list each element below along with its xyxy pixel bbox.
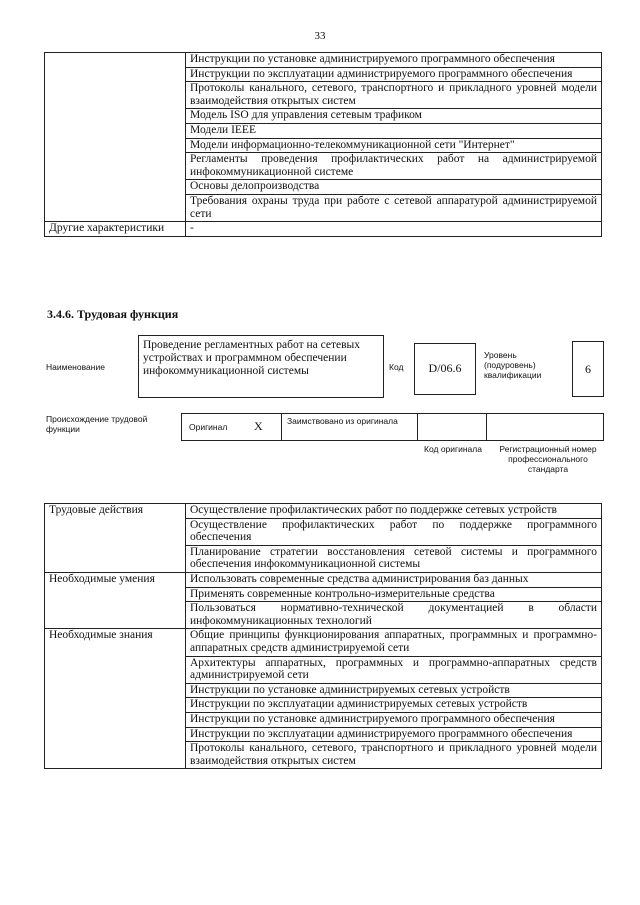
table-cell: Модели информационно-телекоммуникационной сети "Интернет" — [186, 138, 602, 153]
table-cell: Требования охраны труда при работе с сетевой аппаратурой администрируемой сети — [186, 194, 602, 221]
required-skills-label: Необходимые умения — [45, 572, 186, 628]
labor-actions-label: Трудовые действия — [45, 504, 186, 573]
table-cell: Инструкции по установке администрируемого программного обеспечения — [186, 712, 602, 727]
table-cell: Модели IEEE — [186, 123, 602, 138]
origin-box — [181, 413, 604, 441]
table-row — [45, 629, 602, 656]
table-cell: Пользоваться нормативно-технической документацией в области инфокоммуникационных технологий — [186, 602, 602, 629]
original-code-caption: Код оригинала — [424, 444, 482, 454]
required-knowledge-label: Необходимые знания — [45, 629, 186, 769]
qualification-level-value: 6 — [585, 362, 591, 376]
table-cell: Инструкции по эксплуатации администрируемых сетевых устройств — [186, 698, 602, 713]
original-label: Оригинал — [189, 422, 228, 432]
table-cell: Инструкции по эксплуатации администрируемого программного обеспечения — [186, 727, 602, 742]
origin-label: Происхождение трудовой функции — [46, 414, 148, 434]
table-cell: Инструкции по установке администрируемого программного обеспечения — [186, 53, 602, 68]
table-row — [45, 222, 602, 237]
table-cell: Модель ISO для управления сетевым трафиком — [186, 109, 602, 124]
table-cell: Инструкции по установке администрируемых сетевых устройств — [186, 683, 602, 698]
table-cell: Основы делопроизводства — [186, 180, 602, 195]
code-box — [414, 343, 476, 395]
function-name-box — [138, 335, 384, 398]
code-value: D/06.6 — [428, 361, 462, 375]
table-cell: Общие принципы функционирования аппаратных, программных и программно-аппаратных средств администрируемой сети — [186, 629, 602, 656]
divider — [281, 414, 282, 440]
table-cell: Инструкции по эксплуатации администрируемого программного обеспечения — [186, 67, 602, 82]
qualification-level-box — [572, 341, 604, 397]
table-cell: Протоколы канального, сетевого, транспортного и прикладного уровней модели взаимодействия открытых систем — [186, 742, 602, 769]
qualification-level-label: Уровень (подуровень) квалификации — [484, 350, 542, 380]
left-empty-cell — [45, 53, 186, 222]
table-row — [45, 572, 602, 587]
section-heading: 3.4.6. Трудовая функция — [47, 307, 179, 321]
name-label: Наименование — [46, 362, 105, 372]
table-cell: Планирование стратегии восстановления сетевой системы и программного обеспечения инфокоммуникационной системы — [186, 545, 602, 572]
other-characteristics-value: - — [186, 222, 602, 237]
code-label: Код — [389, 362, 404, 372]
table-cell: Применять современные контрольно-измерительные средства — [186, 587, 602, 602]
borrowed-label: Заимствовано из оригинала — [287, 416, 398, 426]
table-row — [45, 504, 602, 519]
original-mark: X — [254, 419, 263, 433]
page-number: 33 — [314, 30, 326, 42]
table-row — [45, 53, 602, 68]
function-name-value: Проведение регламентных работ на сетевых устройствах и программном обеспечении инфокоммуникационной системы — [143, 339, 360, 377]
other-characteristics-label: Другие характеристики — [45, 222, 186, 237]
table-cell: Протоколы канального, сетевого, транспортного и прикладного уровней модели взаимодействия открытых систем — [186, 82, 602, 109]
registration-number-caption: Регистрационный номер профессионального стандарта — [499, 444, 597, 474]
divider — [417, 414, 418, 440]
divider — [486, 414, 487, 440]
table-cell: Использовать современные средства администрирования баз данных — [186, 572, 602, 587]
table-cell: Осуществление профилактических работ по поддержке сетевых устройств — [186, 504, 602, 519]
labor-function-table — [44, 503, 602, 769]
table-cell: Осуществление профилактических работ по поддержке программного обеспечения — [186, 518, 602, 545]
table-cell: Регламенты проведения профилактических работ на администрируемой инфокоммуникационной системе — [186, 153, 602, 180]
knowledge-continuation-table — [44, 52, 602, 237]
table-cell: Архитектуры аппаратных, программных и программно-аппаратных средств администрируемой сети — [186, 656, 602, 683]
